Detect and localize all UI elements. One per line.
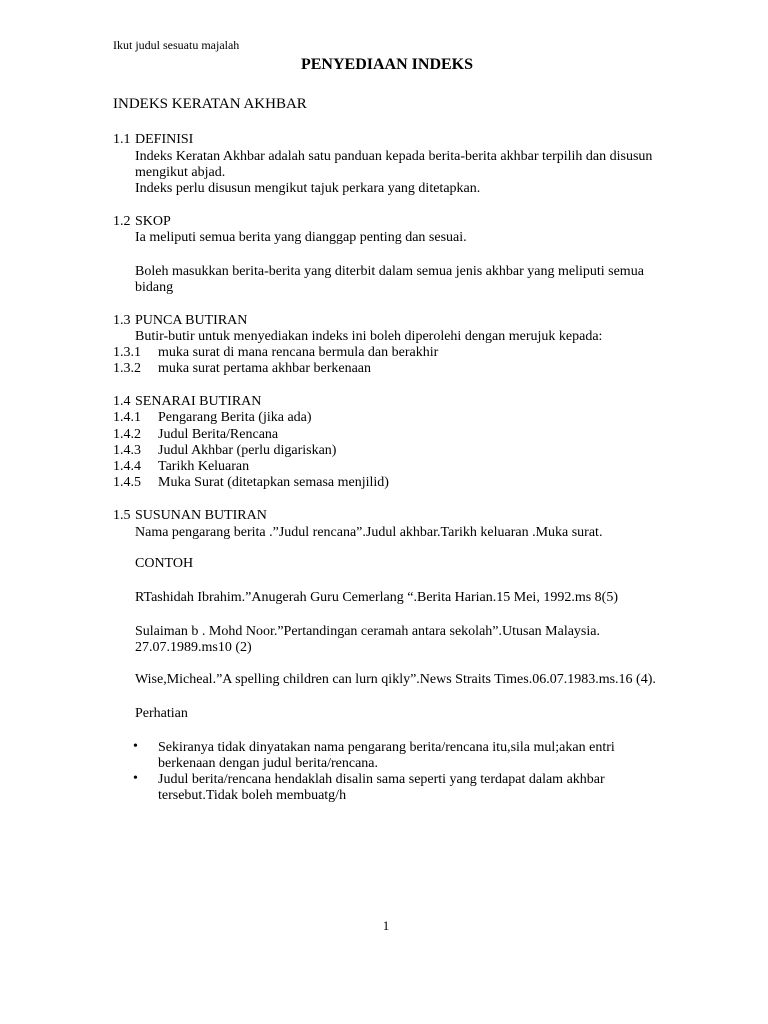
item-number: 1.3.1 xyxy=(113,345,141,360)
example-2-line-2: 27.07.1989.ms10 (2) xyxy=(135,640,252,655)
item-text: Judul Akhbar (perlu digariskan) xyxy=(158,443,337,458)
note-line: Sekiranya tidak dinyatakan nama pengarang berita/rencana itu,sila mul;akan entri xyxy=(158,740,615,755)
skop-line-2: Boleh masukkan berita-berita yang diterbit dalam semua jenis akhbar yang meliputi semua xyxy=(135,264,644,279)
item-number: 1.4.5 xyxy=(113,475,141,490)
item-number: 1.4.3 xyxy=(113,443,141,458)
item-text: Tarikh Keluaran xyxy=(158,459,250,474)
susunan-format-line: Nama pengarang berita .”Judul rencana”.Judul akhbar.Tarikh keluaran .Muka surat. xyxy=(135,525,603,540)
header-note: Ikut judul sesuatu majalah xyxy=(113,38,240,52)
example-3: Wise,Micheal.”A spelling children can lurn qikly”.News Straits Times.06.07.1983.ms.16 (4). xyxy=(135,672,656,687)
section-number-1-3: 1.3 xyxy=(113,313,131,328)
section-heading-senarai-butiran: SENARAI BUTIRAN xyxy=(135,394,262,409)
section-heading-susunan-butiran: SUSUNAN BUTIRAN xyxy=(135,508,267,523)
example-1: RTashidah Ibrahim.”Anugerah Guru Cemerlang “.Berita Harian.15 Mei, 1992.ms 8(5) xyxy=(135,590,618,605)
item-number: 1.4.1 xyxy=(113,410,141,425)
bullet-icon: • xyxy=(133,771,138,786)
definisi-line-1: Indeks Keratan Akhbar adalah satu panduan kepada berita-berita akhbar terpilih dan disusun xyxy=(135,149,653,164)
item-text: muka surat di mana rencana bermula dan berakhir xyxy=(158,345,439,360)
skop-line-1: Ia meliputi semua berita yang dianggap penting dan sesuai. xyxy=(135,230,467,245)
section-heading-skop: SKOP xyxy=(135,214,171,229)
section-heading-punca-butiran: PUNCA BUTIRAN xyxy=(135,313,248,328)
punca-line-1: Butir-butir untuk menyediakan indeks ini boleh diperolehi dengan merujuk kepada: xyxy=(135,329,603,344)
item-text: muka surat pertama akhbar berkenaan xyxy=(158,361,372,376)
definisi-line-3: Indeks perlu disusun mengikut tajuk perkara yang ditetapkan. xyxy=(135,181,481,196)
note-line: Judul berita/rencana hendaklah disalin sama seperti yang terdapat dalam akhbar xyxy=(158,772,605,787)
item-text: Judul Berita/Rencana xyxy=(158,427,279,442)
section-number-1-4: 1.4 xyxy=(113,394,131,409)
bullet-icon: • xyxy=(133,739,138,754)
perhatian-label: Perhatian xyxy=(135,706,188,721)
document-subtitle: INDEKS KERATAN AKHBAR xyxy=(113,96,307,112)
section-number-1-5: 1.5 xyxy=(113,508,131,523)
example-2-line-1: Sulaiman b . Mohd Noor.”Pertandingan ceramah antara sekolah”.Utusan Malaysia. xyxy=(135,624,600,639)
item-text: Muka Surat (ditetapkan semasa menjilid) xyxy=(158,475,389,490)
item-number: 1.4.4 xyxy=(113,459,141,474)
note-line: berkenaan dengan judul berita/rencana. xyxy=(158,756,379,771)
section-number-1-2: 1.2 xyxy=(113,214,131,229)
item-text: Pengarang Berita (jika ada) xyxy=(158,410,312,425)
note-line: tersebut.Tidak boleh membuatg/h xyxy=(158,788,347,803)
item-number: 1.3.2 xyxy=(113,361,141,376)
item-number: 1.4.2 xyxy=(113,427,141,442)
document-title: PENYEDIAAN INDEKS xyxy=(300,56,474,73)
definisi-line-2: mengikut abjad. xyxy=(135,165,226,180)
skop-line-3: bidang xyxy=(135,280,174,295)
contoh-label: CONTOH xyxy=(135,556,194,571)
section-heading-definisi: DEFINISI xyxy=(135,132,194,147)
section-number-1-1: 1.1 xyxy=(113,132,131,147)
page-number: 1 xyxy=(382,918,390,933)
